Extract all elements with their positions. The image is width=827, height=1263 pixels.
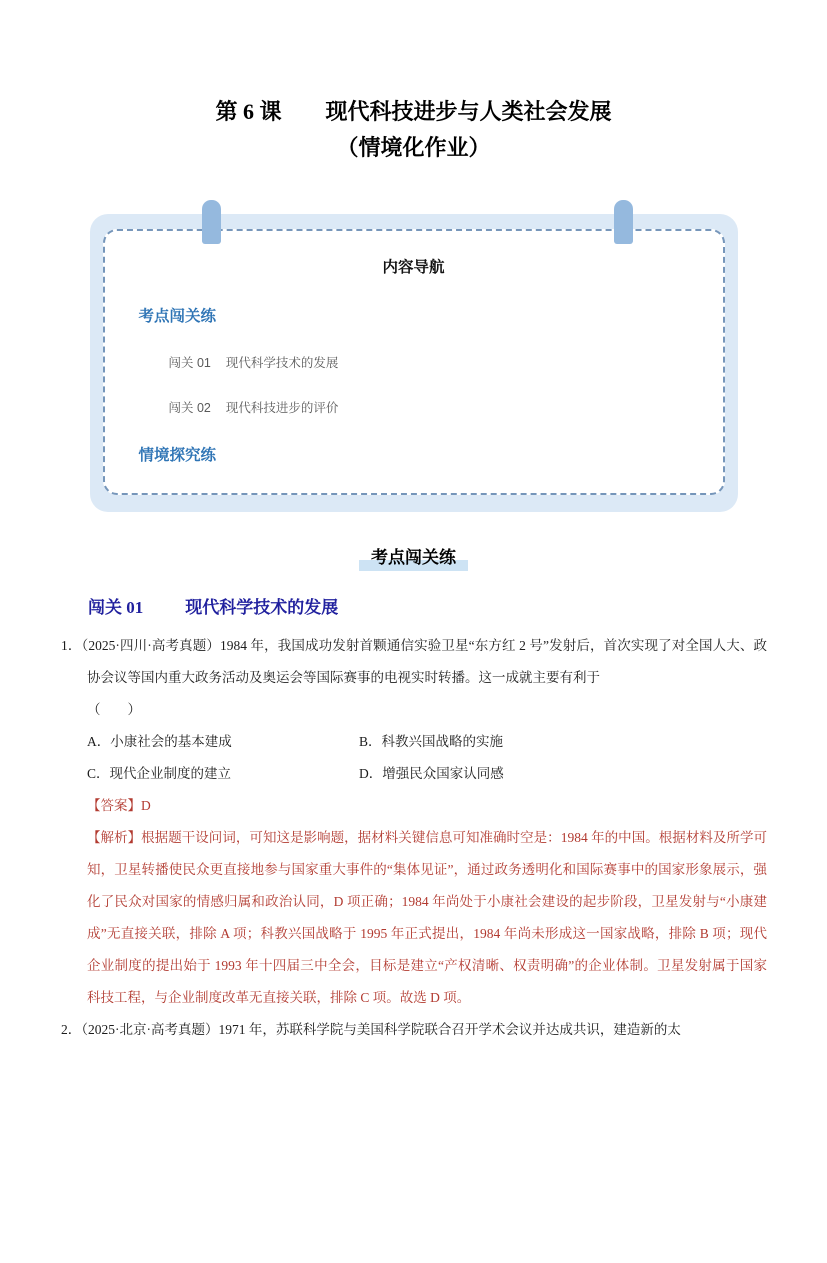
option-row: [87, 726, 767, 758]
question-1-options: [61, 726, 767, 790]
answer-line: [61, 790, 767, 822]
nav-item-chuangguan-02: [169, 398, 689, 416]
page-title: [0, 94, 827, 166]
nav-heading: 内容导航: [382, 259, 445, 276]
nav-category-qingjing: 情境探究练: [138, 447, 217, 464]
content-navigation-inner: [103, 229, 725, 495]
question-number: 1．: [61, 638, 82, 653]
content-navigation-box: [90, 214, 738, 512]
course-number: 第 6 课: [215, 99, 282, 124]
option-d: D．增强民众国家认同感: [359, 766, 504, 781]
analysis-text: 根据题干设问词，可知这是影响题，据材料关键信息可知准确时空是：1984 年的中国。根据材料及所学可知，卫星转播使民众更直接地参与国家重大事件的“集体见证”，通过政务透明化和国际赛事中的国家形象展示，强化了民众对国家的情感归属和政治认同，D 项正确；1984 年尚处于小康社会建设的起步阶段，卫星发射与“小康建成”无直接关联，排除 A 项；科教兴国战略于 1995 年正式提出，1984 年尚未形成这一国家战略，排除 B 项；现代企业制度的提出始于 1993 年十四届三中全会，目标是建立“产权清晰、权责明确”的企业体制。卫星发射属于国家科技工程，与企业制度改革无直接关联，排除 C 项。故选 D 项。: [87, 830, 768, 1005]
question-text: （2025·北京·高考真题）1971 年，苏联科学院与美国科学院联合召开学术会议并达成共识，建造新的太: [81, 1022, 681, 1037]
answer-value: D: [141, 798, 151, 813]
option-b: B．科教兴国战略的实施: [359, 734, 504, 749]
divider-badge: 考点闯关练: [359, 544, 468, 571]
analysis-label: 【解析】: [87, 830, 142, 845]
nav-item-tag: 闯关 02: [168, 401, 211, 415]
section-title: 现代科学技术的发展: [185, 598, 339, 617]
answer-bracket: （ ）: [87, 702, 141, 717]
section-divider: [0, 544, 827, 571]
nav-category-kaodian: 考点闯关练: [138, 308, 217, 325]
question-1-stem: [61, 630, 767, 694]
answer-label: 【答案】: [87, 798, 141, 813]
course-title: 现代科技进步与人类社会发展: [325, 99, 612, 124]
clip-icon: [614, 200, 633, 244]
clip-icon: [202, 200, 221, 244]
section-heading: [88, 593, 827, 618]
page-subtitle: （情境化作业）: [336, 135, 491, 160]
question-area: [61, 630, 767, 1046]
worksheet-page: [0, 94, 827, 1046]
nav-item-label: 现代科技进步的评价: [225, 401, 339, 415]
option-a: A．小康社会的基本建成: [87, 734, 232, 749]
question-text: （2025·四川·高考真题）1984 年，我国成功发射首颗通信实验卫星“东方红 2 号”发射后，首次实现了对全国人大、政协会议等国内重大政务活动及奥运会等国际赛事的电视实时转播。这一成就主要有利于: [81, 638, 767, 685]
nav-item-tag: 闯关 01: [168, 356, 211, 370]
question-number: 2．: [61, 1022, 82, 1037]
nav-item-chuangguan-01: [169, 353, 689, 371]
analysis-paragraph: [61, 822, 767, 1014]
question-2-stem: [61, 1014, 767, 1046]
nav-item-label: 现代科学技术的发展: [225, 356, 339, 370]
section-tag: 闯关 01: [88, 598, 144, 617]
option-c: C．现代企业制度的建立: [87, 766, 232, 781]
page-title-line1: [0, 94, 827, 130]
option-row: [87, 758, 767, 790]
